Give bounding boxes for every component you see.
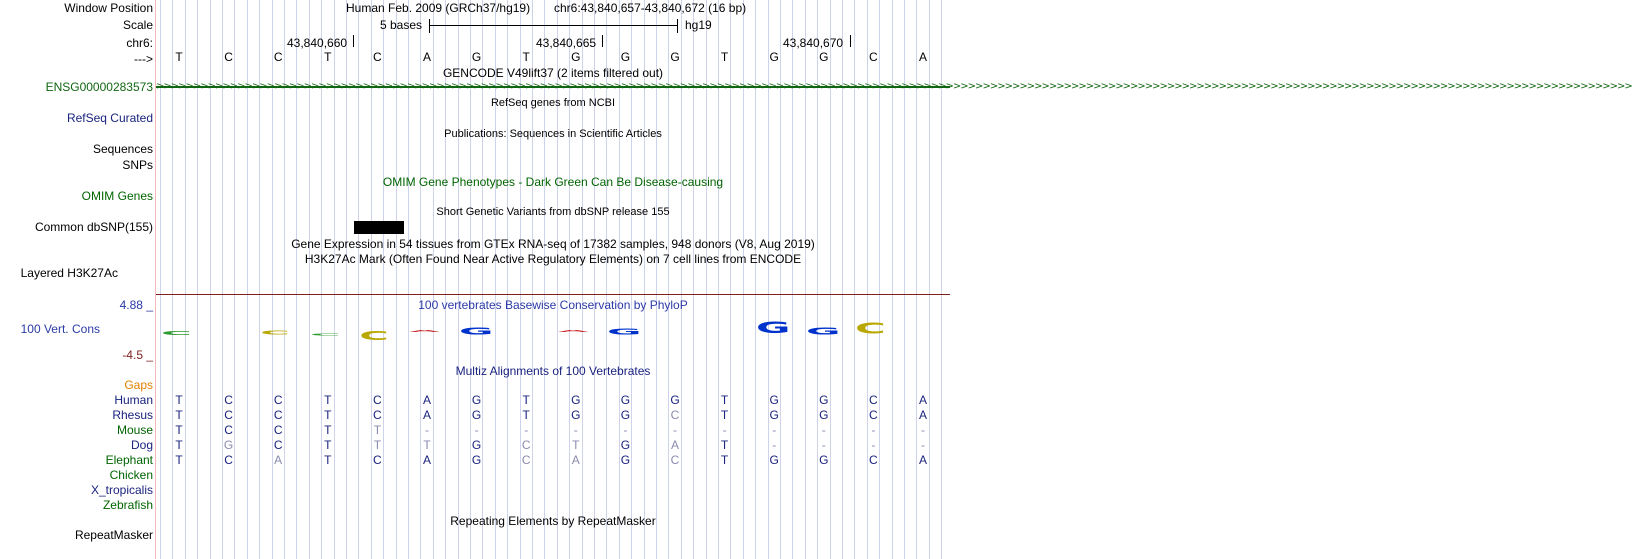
alignment-base: - <box>524 423 529 437</box>
alignment-base: C <box>273 423 283 437</box>
scale-db: hg19 <box>685 18 712 32</box>
alignment-base: G <box>571 393 581 407</box>
species-zebrafish: Zebrafish <box>102 498 153 512</box>
alignment-base: C <box>869 408 878 422</box>
alignment-base: G <box>670 393 680 407</box>
common-dbsnp-label[interactable]: Common dbSNP(155) <box>34 220 153 234</box>
reference-base: G <box>670 50 680 64</box>
conservation-letter: G <box>458 325 494 337</box>
alignment-base: - <box>772 423 777 437</box>
conservation-max-label: 4.88 _ <box>119 298 153 312</box>
alignment-base: C <box>273 438 283 452</box>
alignment-base: C <box>521 438 531 452</box>
gaps-label: Gaps <box>124 378 153 392</box>
alignment-base: C <box>273 408 283 422</box>
alignment-base: T <box>720 408 729 422</box>
alignment-base: G <box>571 408 581 422</box>
alignment-base: A <box>422 453 431 467</box>
alignment-base: - <box>772 438 777 452</box>
alignment-base: T <box>324 453 332 467</box>
alignment-base: A <box>274 453 283 467</box>
scale-label: Scale <box>122 18 153 32</box>
conservation-letter: G <box>607 327 642 337</box>
scale-bar <box>429 25 677 26</box>
species-rhesus: Rhesus <box>112 408 153 422</box>
alignment-base: C <box>670 453 680 467</box>
gtex-track-title: Gene Expression in 54 tissues from GTEx RNA-seq of 17382 samples, 948 donors (V8, Aug 2019) <box>291 237 815 251</box>
publications-track-title: Publications: Sequences in Scientific Articles <box>444 128 662 140</box>
assembly-title: Human Feb. 2009 (GRCh37/hg19) <box>346 1 531 15</box>
browser-image-area[interactable] <box>156 0 1632 559</box>
conservation-letter: A <box>557 329 589 333</box>
alignment-base: - <box>722 423 727 437</box>
snps-label[interactable]: SNPs <box>122 158 153 172</box>
alignment-base: G <box>471 393 482 407</box>
alignment-base: G <box>620 438 631 452</box>
snp-feature[interactable] <box>354 221 404 234</box>
alignment-base: G <box>819 393 829 407</box>
alignment-base: - <box>474 423 479 437</box>
coordinate-label: 43,840,665 <box>536 36 597 50</box>
reference-base: G <box>471 50 482 64</box>
omim-genes-label[interactable]: OMIM Genes <box>81 189 153 203</box>
reference-base: C <box>869 50 878 64</box>
vert-cons-label[interactable]: 100 Vert. Cons <box>20 322 100 336</box>
alignment-base: T <box>175 408 183 422</box>
alignment-base: G <box>769 408 779 422</box>
conservation-letter: G <box>805 325 841 337</box>
phylop-track-title: 100 vertebrates Basewise Conservation by PhyloP <box>418 298 688 312</box>
multiz-alignment-rows <box>156 393 950 473</box>
coordinate-tick <box>602 35 603 47</box>
reference-base: G <box>620 50 631 64</box>
conservation-letter: C <box>309 333 341 337</box>
alignment-base: C <box>521 453 531 467</box>
conservation-letter: C <box>260 329 290 336</box>
alignment-base: G <box>819 408 829 422</box>
alignment-base: G <box>471 408 482 422</box>
alignment-base: - <box>821 438 826 452</box>
layered-h3k27ac-label[interactable]: Layered H3K27Ac <box>20 266 118 280</box>
strand-label: ---> <box>134 52 153 66</box>
species-elephant: Elephant <box>105 453 153 467</box>
coordinate-tick <box>353 35 354 47</box>
chromosome-label: chr6: <box>126 36 153 50</box>
alignment-base: T <box>720 453 729 467</box>
alignment-base: G <box>223 438 234 452</box>
alignment-base: T <box>720 438 729 452</box>
alignment-base: - <box>821 423 826 437</box>
track-labels-panel <box>0 0 155 559</box>
alignment-base: T <box>324 408 332 422</box>
alignment-base: T <box>373 438 382 452</box>
alignment-base: G <box>620 393 631 407</box>
alignment-base: C <box>869 453 878 467</box>
alignment-base: T <box>324 438 332 452</box>
reference-bases-row <box>156 50 950 64</box>
alignment-base: C <box>224 423 233 437</box>
alignment-base: A <box>918 393 927 407</box>
alignment-base: - <box>673 423 677 437</box>
alignment-base: A <box>918 453 927 467</box>
alignment-base: T <box>522 393 530 407</box>
alignment-base: C <box>373 393 382 407</box>
alignment-base: - <box>573 423 578 437</box>
reference-base: G <box>571 50 581 64</box>
refseq-track-title: RefSeq genes from NCBI <box>490 97 616 109</box>
alignment-base: - <box>425 423 429 437</box>
h3k27ac-track-title: H3K27Ac Mark (Often Found Near Active Regulatory Elements) on 7 cell lines from ENCODE <box>304 252 802 266</box>
species-human: Human <box>114 393 153 407</box>
phylop-conservation-logo[interactable] <box>156 316 950 356</box>
alignment-base: G <box>471 438 482 452</box>
repeatmasker-label[interactable]: RepeatMasker <box>74 528 153 542</box>
conservation-letter: C <box>855 320 887 338</box>
alignment-base: G <box>819 453 829 467</box>
alignment-base: A <box>422 393 431 407</box>
window-position-label: Window Position <box>64 1 153 15</box>
scale-text: 5 bases <box>380 18 423 32</box>
h3k27ac-baseline <box>156 294 950 295</box>
alignment-base: A <box>571 453 580 467</box>
multiz-track-title: Multiz Alignments of 100 Vertebrates <box>455 364 651 378</box>
alignment-base: G <box>769 453 779 467</box>
window-position-value: chr6:43,840,657-43,840,672 (16 bp) <box>554 1 747 15</box>
reference-base: G <box>769 50 779 64</box>
alignment-base: - <box>871 438 876 452</box>
reference-base: A <box>422 50 431 64</box>
alignment-base: T <box>423 438 431 452</box>
sequences-label[interactable]: Sequences <box>92 142 153 156</box>
alignment-base: T <box>175 393 183 407</box>
alignment-base: T <box>373 423 382 437</box>
alignment-base: T <box>175 453 183 467</box>
alignment-base: C <box>224 408 233 422</box>
alignment-base: T <box>572 438 580 452</box>
alignment-base: T <box>720 393 729 407</box>
reference-base: T <box>720 50 729 64</box>
alignment-base: A <box>918 408 927 422</box>
alignment-base: T <box>324 423 332 437</box>
conservation-letter: A <box>409 329 440 333</box>
alignment-base: G <box>471 453 482 467</box>
species-x-tropicalis: X_tropicalis <box>90 483 153 497</box>
scale-bar-right-tick <box>677 19 678 33</box>
alignment-base: - <box>921 423 925 437</box>
alignment-base: C <box>273 393 283 407</box>
alignment-base: C <box>373 453 382 467</box>
coordinate-label: 43,840,670 <box>783 36 844 50</box>
alignment-base: C <box>869 393 878 407</box>
alignment-base: C <box>373 408 382 422</box>
conservation-min-label: -4.5 _ <box>122 348 153 362</box>
alignment-base: T <box>175 423 183 437</box>
reference-base: C <box>273 50 283 64</box>
alignment-base: C <box>670 408 680 422</box>
gene-strand-chevrons: >>>>>>>>>>>>>>>>>>>>>>>>>>>>>>>>>>>>>>>>>>>>>>>>>>>>>>>>>>>>>>>>>>>>>>>>>>>>>>>>>>>>>>>>>>>>>>>>>>>>>>>>>>>>>>>>>>>>>>>>>>>>>>>>>>>>>>>>>>>>>>>>>>>>>>>>>>>>>>>>>>>>>>>>>>>>>>>>>>>>>>>>>>>>>>>>>>>>>>>> <box>156 81 1632 92</box>
species-dog: Dog <box>130 438 153 452</box>
species-mouse: Mouse <box>116 423 153 437</box>
repeatmasker-track-title: Repeating Elements by RepeatMasker <box>450 514 656 528</box>
alignment-base: C <box>224 393 233 407</box>
reference-base: C <box>373 50 382 64</box>
scale-bar-left-tick <box>429 19 430 33</box>
reference-base: C <box>224 50 233 64</box>
alignment-base: - <box>921 438 925 452</box>
alignment-base: - <box>623 423 628 437</box>
alignment-base: - <box>871 423 876 437</box>
alignment-base: T <box>522 408 530 422</box>
alignment-base: G <box>620 453 631 467</box>
omim-track-title: OMIM Gene Phenotypes - Dark Green Can Be Disease-causing <box>382 175 724 189</box>
coordinate-tick <box>850 35 851 47</box>
reference-base: T <box>175 50 183 64</box>
conservation-letter: G <box>756 318 791 338</box>
species-chicken: Chicken <box>109 468 153 482</box>
alignment-base: C <box>224 453 233 467</box>
alignment-base: T <box>324 393 332 407</box>
alignment-base: T <box>175 438 183 452</box>
gencode-track-title: GENCODE V49lift37 (2 items filtered out) <box>442 66 664 80</box>
conservation-letter: C <box>161 330 192 337</box>
alignment-base: G <box>620 408 631 422</box>
reference-base: A <box>918 50 927 64</box>
alignment-base: A <box>422 408 431 422</box>
alignment-base: G <box>769 393 779 407</box>
coordinate-label: 43,840,660 <box>287 36 348 50</box>
reference-base: T <box>522 50 530 64</box>
conservation-letter: C <box>359 329 389 343</box>
reference-base: T <box>324 50 332 64</box>
reference-base: G <box>819 50 829 64</box>
ensg-gene-label[interactable]: ENSG00000283573 <box>45 80 153 94</box>
alignment-base: A <box>670 438 679 452</box>
refseq-curated-label[interactable]: RefSeq Curated <box>66 111 153 125</box>
dbsnp-track-title: Short Genetic Variants from dbSNP release 155 <box>436 206 670 218</box>
